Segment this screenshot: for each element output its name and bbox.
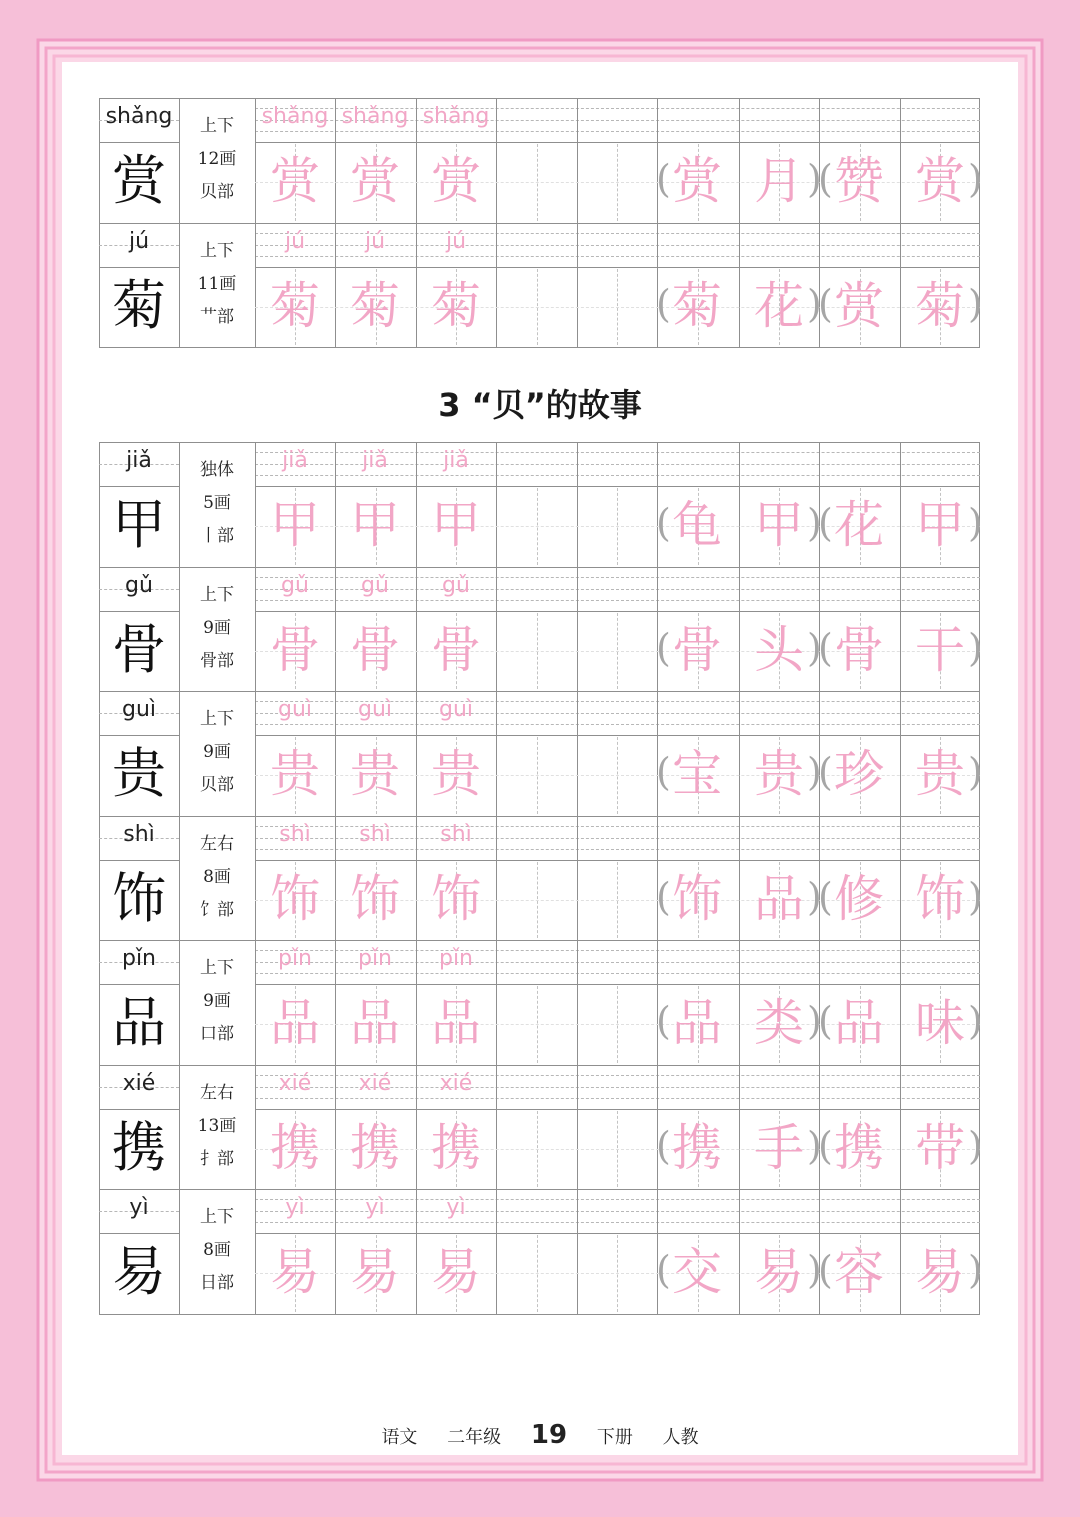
trace-pinyin: shǎng: [341, 104, 409, 129]
pinyin-guide-line: [255, 256, 980, 257]
word-character: 月: [754, 152, 804, 210]
open-paren: (: [656, 501, 671, 545]
open-paren: (: [818, 1248, 833, 1292]
row-divider: [99, 940, 980, 941]
radical-label: 艹部: [200, 306, 234, 327]
row-divider: [99, 1189, 980, 1190]
page-footer: [0, 1420, 1080, 1450]
word-character: 容: [834, 1243, 884, 1301]
open-paren: (: [656, 999, 671, 1043]
structure-label: 左右: [200, 1082, 234, 1103]
word-character: 花: [834, 496, 884, 554]
main-character: 甲: [112, 493, 166, 556]
stroke-count: 5画: [203, 493, 231, 513]
trace-pinyin: jiǎ: [443, 448, 469, 473]
trace-character: 携: [270, 1118, 320, 1177]
column-divider: [496, 940, 497, 1065]
footer-subject: 语文: [381, 1427, 418, 1448]
pinyin-band-bottom: [255, 142, 980, 143]
pinyin-band-bottom: [255, 1233, 980, 1234]
trace-character: 贵: [350, 745, 400, 803]
open-paren: (: [656, 157, 671, 201]
trace-pinyin: xié: [358, 1070, 392, 1096]
pinyin-band-bottom: [255, 984, 980, 985]
pinyin-guide-line: [255, 475, 980, 476]
open-paren: (: [818, 281, 833, 326]
main-pinyin: shì: [123, 821, 155, 847]
trace-pinyin: yì: [446, 1195, 466, 1220]
word-character: 手: [754, 1118, 804, 1177]
radical-label: 贝部: [200, 182, 234, 202]
pinyin-guide-line: [255, 1098, 980, 1099]
word-character: 甲: [754, 496, 804, 554]
close-paren: ): [807, 501, 822, 545]
trace-pinyin: shǎng: [422, 104, 490, 129]
pinyin-band-bottom: [99, 1109, 179, 1110]
word-character: 交: [672, 1243, 722, 1301]
word-character: 骨: [834, 620, 884, 679]
main-character: 品: [112, 991, 166, 1054]
column-divider: [496, 1065, 497, 1190]
radical-label: 口部: [200, 1024, 234, 1044]
pinyin-band-bottom: [255, 611, 980, 612]
trace-character: 骨: [270, 620, 320, 679]
close-paren: ): [807, 157, 822, 201]
column-divider: [577, 816, 578, 941]
trace-pinyin: shì: [440, 821, 472, 847]
trace-character: 甲: [431, 496, 481, 554]
open-paren: (: [656, 1248, 671, 1292]
trace-character: 易: [350, 1243, 400, 1301]
word-character: 易: [915, 1243, 965, 1301]
open-paren: (: [818, 874, 833, 919]
pinyin-guide-line: [255, 1222, 980, 1223]
trace-character: 品: [350, 994, 400, 1052]
main-pinyin: shǎng: [105, 104, 173, 129]
column-divider: [577, 1065, 578, 1190]
trace-character: 品: [431, 994, 481, 1052]
word-character: 龟: [672, 496, 722, 554]
radical-label: 饣部: [200, 899, 234, 920]
pinyin-band-bottom: [99, 486, 179, 487]
word-character: 易: [754, 1243, 804, 1301]
trace-character: 饰: [270, 869, 320, 928]
trace-pinyin: jú: [445, 228, 467, 254]
trace-pinyin: shǎng: [261, 104, 329, 129]
main-character: 携: [112, 1115, 166, 1179]
open-paren: (: [656, 1123, 671, 1168]
pinyin-band-bottom: [99, 142, 179, 143]
pinyin-band-bottom: [255, 735, 980, 736]
pinyin-guide-line: [255, 973, 980, 974]
column-divider: [496, 98, 497, 223]
trace-character: 菊: [270, 276, 320, 335]
pinyin-band-bottom: [99, 1233, 179, 1234]
column-divider: [577, 223, 578, 348]
main-pinyin: gǔ: [125, 572, 153, 598]
main-pinyin: yì: [129, 1195, 149, 1220]
open-paren: (: [818, 157, 833, 201]
footer-publisher: 人教: [662, 1427, 699, 1448]
structure-label: 上下: [200, 1207, 234, 1227]
trace-pinyin: pǐn: [357, 946, 393, 971]
main-pinyin: jiǎ: [126, 448, 152, 473]
structure-label: 左右: [200, 833, 234, 854]
radical-label: 贝部: [200, 775, 234, 795]
pinyin-guide-line: [255, 849, 980, 850]
trace-pinyin: yì: [365, 1195, 385, 1220]
word-character: 珍: [834, 745, 884, 803]
pinyin-band-bottom: [255, 486, 980, 487]
word-character: 饰: [915, 869, 965, 928]
open-paren: (: [818, 501, 833, 545]
column-divider: [496, 442, 497, 567]
trace-character: 菊: [350, 276, 400, 335]
radical-label: 丨部: [200, 526, 234, 546]
pinyin-band-bottom: [99, 735, 179, 736]
trace-character: 品: [270, 994, 320, 1052]
column-divider: [577, 940, 578, 1065]
trace-character: 甲: [350, 496, 400, 554]
open-paren: (: [818, 999, 833, 1043]
pinyin-band-bottom: [99, 267, 179, 268]
word-character: 赏: [915, 152, 965, 210]
trace-pinyin: pǐn: [277, 946, 313, 971]
close-paren: ): [968, 1248, 983, 1292]
main-character: 饰: [112, 866, 166, 930]
column-divider: [577, 442, 578, 567]
close-paren: ): [968, 1123, 983, 1168]
close-paren: ): [968, 501, 983, 545]
stroke-count: 8画: [203, 1240, 231, 1260]
column-divider: [496, 816, 497, 941]
trace-pinyin: xié: [278, 1070, 312, 1096]
word-character: 菊: [672, 276, 722, 335]
close-paren: ): [968, 750, 983, 794]
word-character: 修: [834, 869, 884, 928]
close-paren: ): [968, 157, 983, 201]
column-divider: [496, 567, 497, 692]
close-paren: ): [807, 281, 822, 326]
word-character: 花: [754, 276, 804, 335]
row-divider: [99, 223, 980, 224]
trace-pinyin: gǔ: [281, 572, 309, 598]
stroke-count: 9画: [203, 742, 231, 762]
trace-character: 易: [431, 1243, 481, 1301]
column-divider: [577, 98, 578, 223]
trace-character: 贵: [431, 745, 481, 803]
word-character: 贵: [754, 745, 804, 803]
word-character: 品: [672, 994, 722, 1052]
trace-character: 菊: [431, 276, 481, 335]
trace-pinyin: guì: [438, 697, 474, 722]
pinyin-band-bottom: [255, 267, 980, 268]
pinyin-band-bottom: [99, 611, 179, 612]
stroke-count: 12画: [197, 149, 237, 169]
close-paren: ): [807, 1123, 822, 1168]
pinyin-guide-line: [255, 600, 980, 601]
main-pinyin: xié: [122, 1070, 156, 1096]
main-pinyin: guì: [121, 697, 157, 722]
close-paren: ): [968, 874, 983, 919]
trace-character: 骨: [431, 620, 481, 679]
column-divider: [577, 567, 578, 692]
main-pinyin: pǐn: [121, 946, 157, 971]
trace-pinyin: shì: [279, 821, 311, 847]
trace-character: 甲: [270, 496, 320, 554]
footer-volume: 下册: [596, 1427, 633, 1448]
stroke-count: 9画: [203, 617, 231, 638]
trace-character: 贵: [270, 745, 320, 803]
stroke-count: 13画: [197, 1115, 237, 1136]
trace-pinyin: shì: [359, 821, 391, 847]
row-divider: [99, 691, 980, 692]
word-character: 干: [915, 620, 965, 679]
stroke-count: 9画: [203, 991, 231, 1011]
open-paren: (: [656, 281, 671, 326]
stroke-count: 11画: [197, 273, 237, 294]
main-character: 菊: [112, 273, 166, 337]
column-divider: [496, 1189, 497, 1314]
trace-character: 赏: [431, 152, 481, 210]
pinyin-guide-line: [255, 724, 980, 725]
column-divider: [496, 223, 497, 348]
open-paren: (: [656, 750, 671, 794]
open-paren: (: [656, 874, 671, 919]
trace-character: 赏: [270, 152, 320, 210]
close-paren: ): [807, 1248, 822, 1292]
word-character: 带: [915, 1118, 965, 1177]
structure-label: 上下: [200, 240, 234, 261]
word-character: 甲: [915, 496, 965, 554]
trace-pinyin: guì: [357, 697, 393, 722]
structure-label: 上下: [200, 584, 234, 605]
main-character: 赏: [112, 149, 166, 212]
trace-pinyin: gǔ: [442, 572, 470, 598]
trace-character: 骨: [350, 620, 400, 679]
structure-label: 上下: [200, 709, 234, 729]
close-paren: ): [807, 874, 822, 919]
trace-pinyin: gǔ: [361, 572, 389, 598]
row-divider: [99, 567, 980, 568]
word-character: 类: [754, 994, 804, 1052]
pinyin-band-bottom: [255, 860, 980, 861]
trace-character: 饰: [350, 869, 400, 928]
radical-label: 骨部: [200, 650, 234, 671]
close-paren: ): [968, 625, 983, 670]
stroke-count: 8画: [203, 866, 231, 887]
trace-pinyin: xié: [439, 1070, 473, 1096]
open-paren: (: [818, 750, 833, 794]
close-paren: ): [807, 750, 822, 794]
word-character: 赞: [834, 152, 884, 210]
word-character: 菊: [915, 276, 965, 335]
word-character: 赏: [672, 152, 722, 210]
trace-pinyin: jiǎ: [362, 448, 388, 473]
lesson-title: 3 “贝”的故事: [438, 386, 642, 424]
word-character: 品: [834, 994, 884, 1052]
column-divider: [577, 1189, 578, 1314]
trace-character: 携: [431, 1118, 481, 1177]
footer-grade: 二年级: [447, 1427, 502, 1448]
column-divider: [496, 691, 497, 816]
radical-label: 扌部: [200, 1148, 234, 1169]
close-paren: ): [807, 625, 822, 670]
trace-character: 易: [270, 1243, 320, 1301]
open-paren: (: [656, 625, 671, 670]
word-character: 骨: [672, 620, 722, 679]
word-character: 携: [834, 1118, 884, 1177]
trace-pinyin: yì: [285, 1195, 305, 1220]
pinyin-band-bottom: [99, 860, 179, 861]
close-paren: ): [968, 281, 983, 326]
row-divider: [99, 1065, 980, 1066]
open-paren: (: [818, 625, 833, 670]
word-character: 品: [754, 869, 804, 928]
trace-pinyin: jiǎ: [282, 448, 308, 473]
main-pinyin: jú: [128, 228, 150, 254]
trace-pinyin: jú: [284, 228, 306, 254]
trace-pinyin: jú: [364, 228, 386, 254]
main-character: 易: [112, 1240, 166, 1303]
main-character: 贵: [112, 742, 166, 805]
structure-label: 上下: [200, 116, 234, 136]
word-character: 味: [915, 994, 965, 1052]
trace-pinyin: guì: [277, 697, 313, 722]
word-character: 头: [754, 620, 804, 679]
word-character: 宝: [672, 745, 722, 803]
trace-character: 携: [350, 1118, 400, 1177]
pinyin-band-bottom: [99, 984, 179, 985]
structure-label: 上下: [200, 958, 234, 978]
word-character: 饰: [672, 869, 722, 928]
structure-label: 独体: [200, 460, 234, 480]
page-number: 19: [530, 1420, 568, 1450]
close-paren: ): [807, 999, 822, 1043]
main-character: 骨: [112, 617, 166, 681]
row-divider: [99, 816, 980, 817]
trace-character: 饰: [431, 869, 481, 928]
open-paren: (: [818, 1123, 833, 1168]
word-character: 携: [672, 1118, 722, 1177]
trace-character: 赏: [350, 152, 400, 210]
pinyin-guide-line: [255, 131, 980, 132]
radical-label: 日部: [200, 1273, 234, 1293]
trace-pinyin: pǐn: [438, 946, 474, 971]
pinyin-band-bottom: [255, 1109, 980, 1110]
word-character: 赏: [834, 276, 884, 335]
word-character: 贵: [915, 745, 965, 803]
close-paren: ): [968, 999, 983, 1043]
column-divider: [577, 691, 578, 816]
